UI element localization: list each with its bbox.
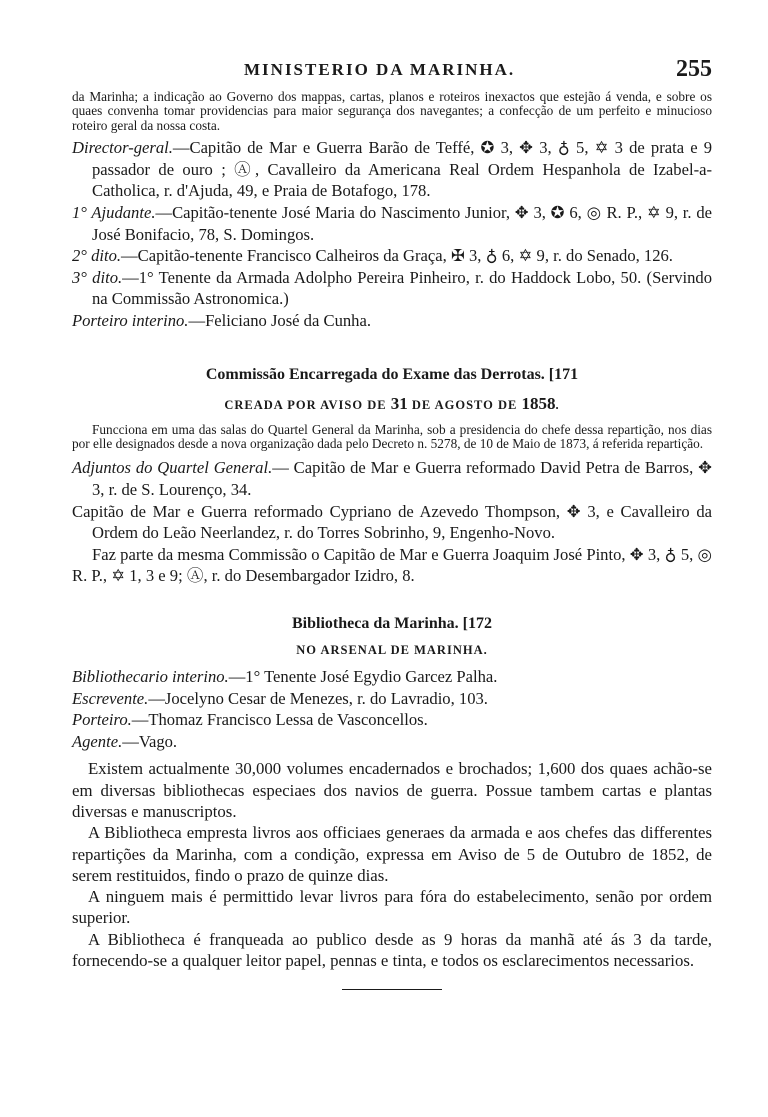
- section-end-rule: [342, 989, 442, 990]
- library-subheading: NO ARSENAL DE MARINHA.: [296, 642, 488, 657]
- creation-day: 31: [390, 393, 408, 413]
- staff-entry-director: [72, 137, 712, 202]
- page-number: 255: [676, 56, 712, 82]
- creation-middle: DE AGOSTO DE: [407, 397, 522, 412]
- staff-role: Director-geral.: [72, 138, 173, 158]
- staff-details: —1° Tenente da Armada Adolpho Pereira Pinheiro, r. do Haddock Lobo, 50. (Servindo na Commissão Astronomica.): [92, 267, 712, 309]
- library-staff-entry: [72, 666, 712, 688]
- library-paragraph: A Bibliotheca é franqueada ao publico desde as 9 horas da manhã até ás 3 da tarde, fornecendo-se a qualquer leitor papel, pennas e tinta, e todos os esclarecimentos necessarios.: [72, 929, 712, 970]
- staff-details: —Feliciano José da Cunha.: [188, 310, 371, 330]
- staff-details: —Capitão-tenente José Maria do Nascimento Junior, ✥ 3, ✪ 6, ◎ R. P., ✡ 9, r. de José Bonifacio, 78, S. Domingos.: [92, 203, 712, 244]
- intro-paragraph: da Marinha; a indicação ao Governo dos mappas, cartas, planos e roteiros inexactos que estejão á venda, e sobre os quaes convenha tomar providencias para maior segurança dos navegantes; a confecção de um perfeito e minucioso roteiro geral da nossa costa.: [72, 89, 712, 133]
- staff-details: —Vago.: [122, 731, 178, 751]
- commission-member-entry: [72, 457, 712, 500]
- staff-role: Porteiro interino.: [72, 310, 189, 330]
- staff-details: —Capitão-tenente Francisco Calheiros da Graça, ✠ 3, ♁ 6, ✡ 9, r. do Senado, 126.: [121, 246, 673, 266]
- staff-role: 3° dito.: [72, 267, 123, 287]
- commission-description: Funcciona em uma das salas do Quartel General da Marinha, sob a presidencia do chefe dessa repartição, nos dias por elle designados desde a nova organização dada pelo Decreto n. 5278, de 10 de Maio de 1873, á referida repartição.: [72, 421, 712, 451]
- staff-entry-porter: [72, 310, 712, 332]
- member-role: Adjuntos do Quartel General.: [72, 458, 273, 478]
- creation-year: 1858: [521, 393, 556, 413]
- commission-note: Faz parte da mesma Commissão o Capitão de Mar e Guerra Joaquim José Pinto, ✥ 3, ♁ 5, ◎ R. P., ✡ 1, 3 e 9; Ⓐ, r. do Desembargador Izidro, 8.: [72, 544, 712, 586]
- staff-role: Porteiro.: [72, 710, 132, 730]
- library-staff-entry: [72, 688, 712, 710]
- staff-entry-second-assistant: [72, 245, 712, 267]
- running-head: [72, 56, 712, 86]
- body-text: [72, 90, 712, 990]
- staff-details: —Jocelyno Cesar de Menezes, r. do Lavradio, 103.: [148, 688, 488, 708]
- staff-role: Agente.: [72, 731, 123, 751]
- commission-heading: Commissão Encarregada do Exame das Derrotas. [171: [205, 365, 579, 383]
- staff-details: —1° Tenente José Egydio Garcez Palha.: [228, 666, 498, 686]
- staff-entry-first-assistant: [72, 202, 712, 245]
- library-description: [72, 758, 712, 971]
- creation-suffix: .: [555, 397, 560, 412]
- member-details: — Capitão de Mar e Guerra reformado David Petra de Barros, ✥ 3, r. de S. Lourenço, 34.: [92, 458, 713, 499]
- staff-role: 1° Ajudante.: [72, 203, 156, 222]
- commission-members-list: [72, 457, 712, 587]
- library-staff-entry: [72, 709, 712, 731]
- library-paragraph: A ninguem mais é permittido levar livros para fóra do estabelecimento, senão por ordem superior.: [72, 887, 712, 928]
- commission-member-entry: [72, 501, 712, 544]
- library-staff-entry: [72, 731, 712, 753]
- staff-role: Bibliothecario interino.: [72, 666, 229, 686]
- directorate-staff-list: [72, 137, 712, 331]
- creation-prefix: CREADA POR AVISO DE: [224, 397, 391, 412]
- member-details: Capitão de Mar e Guerra reformado Cypriano de Azevedo Thompson, ✥ 3, e Cavalleiro da Ordem do Leão Neerlandez, r. do Torres Sobrinho, 9, Engenho-Novo.: [72, 501, 712, 543]
- library-staff-list: [72, 666, 712, 752]
- library-heading: Bibliotheca da Marinha. [172: [291, 614, 492, 632]
- running-title: MINISTERIO DA MARINHA.: [244, 60, 516, 79]
- commission-creation-line: [72, 394, 712, 414]
- library-paragraph: A Bibliotheca empresta livros aos officiaes generaes da armada e aos chefes das differentes repartições da Marinha, com a condição, expressa em Aviso de 5 de Outubro de 1852, de serem restituidos, findo o prazo de quinze dias.: [72, 823, 712, 885]
- staff-entry-third-assistant: [72, 267, 712, 310]
- staff-details: —Capitão de Mar e Guerra Barão de Teffé, ✪ 3, ✥ 3, ♁ 5, ✡ 3 de prata e 9 passador de ouro ; Ⓐ, Cavalleiro da Americana Real Ordem Hespanhola de Izabel-a-Catholica, r. d'Ajuda, 49, e Praia de Botafogo, 178.: [92, 138, 712, 201]
- library-paragraph: Existem actualmente 30,000 volumes encadernados e brochados; 1,600 dos quaes achão-se em diversas bibliothecas especiaes dos navios de guerra. Possue tambem cartas e plantas diversas e manuscriptos.: [72, 759, 712, 821]
- staff-role: Escrevente.: [72, 688, 149, 708]
- staff-role: 2° dito.: [72, 246, 122, 266]
- staff-details: —Thomaz Francisco Lessa de Vasconcellos.: [131, 710, 428, 730]
